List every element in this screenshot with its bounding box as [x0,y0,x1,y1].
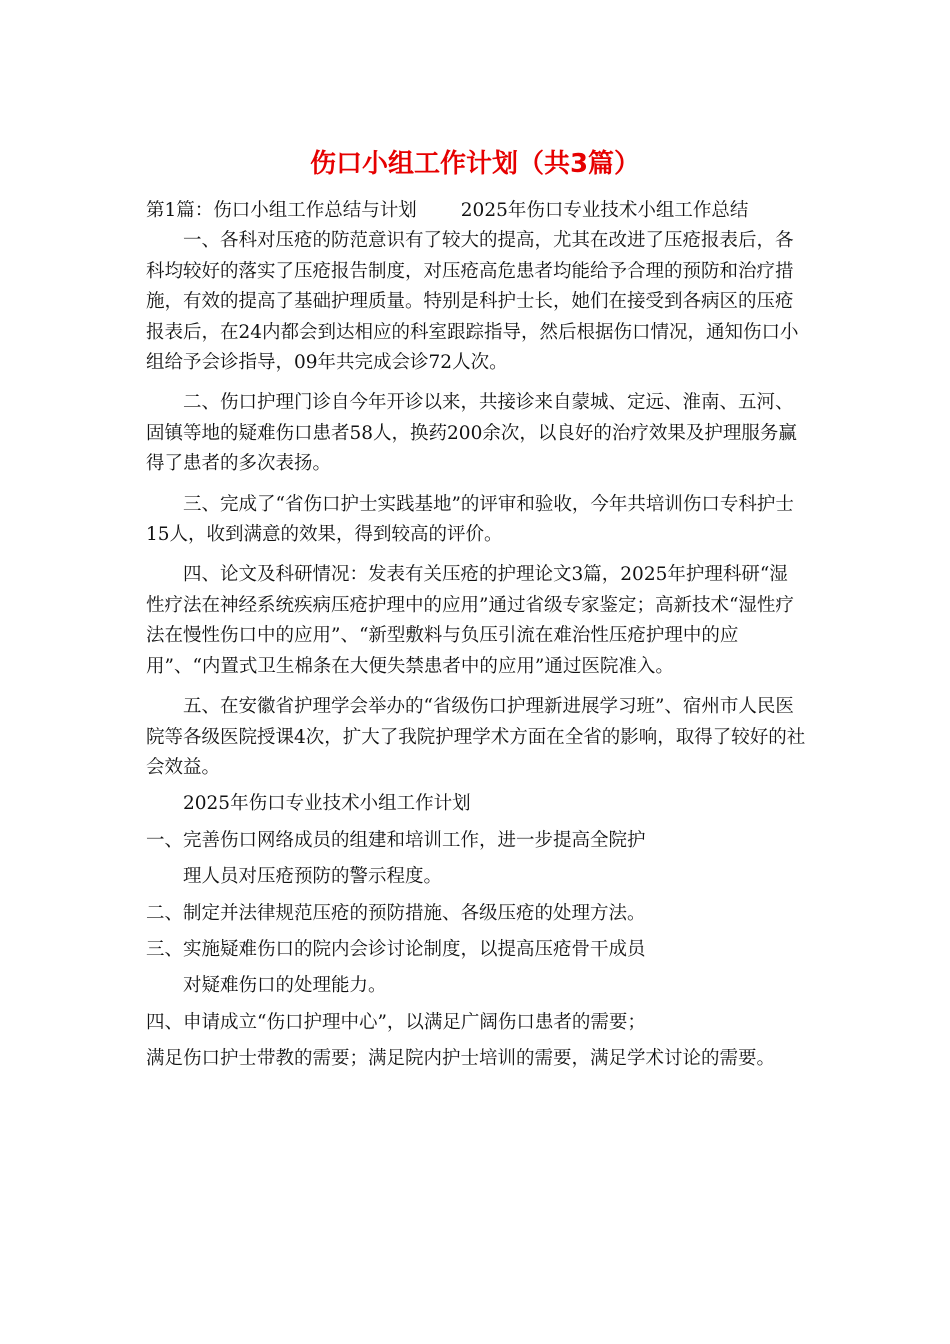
summary-paragraph-1: 一、各科对压疮的防范意识有了较大的提高，尤其在改进了压疮报表后，各科均较好的落实了压疮报告制度，对压疮高危患者均能给予合理的预防和治疗措施，有效的提高了基础护理质量。特别是科护士长，她们在接受到各病区的压疮报表后，在24内都会到达相应的科室跟踪指导，然后根据伤口情况，通知伤口小组给予会诊指导，09年共完成会诊72人次。 [146,230,799,374]
document-title: 伤口小组工作计划（共3篇） [309,149,641,179]
plan-item-4-line1: 四、申请成立“伤口护理中心”，以满足广阔伤口患者的需要； [146,1011,646,1033]
plan-item-2-line1: 二、制定并法律规范压疮的预防措施、各级压疮的处理方法。 [146,902,646,924]
plan-item-3-line1: 三、实施疑难伤口的院内会诊讨论制度，以提高压疮骨干成员 [146,938,646,960]
summary-paragraph-3: 三、完成了“省伤口护士实践基地”的评审和验收，今年共培训伤口专科护士15人，收到满意的效果，得到较高的评价。 [146,493,794,546]
part-heading: 第1篇：伤口小组工作总结与计划 [146,200,417,221]
plan-item-1-line1: 一、完善伤口网络成员的组建和培训工作，进一步提高全院护 [146,829,646,851]
plan-heading: 2025年伤口专业技术小组工作计划 [183,793,471,815]
summary-paragraph-4: 四、论文及科研情况：发表有关压疮的护理论文3篇，2025年护理科研“湿性疗法在神经系统疾病压疮护理中的应用”通过省级专家鉴定；高新技术“湿性疗法在慢性伤口中的应用”、“新型敷料与负压引流在难治性压疮护理中的应用”、“内置式卫生棉条在大便失禁患者中的应用”通过医院准入。 [146,564,794,677]
summary-paragraph-2: 二、伤口护理门诊自今年开诊以来，共接诊来自蒙城、定远、淮南、五河、固镇等地的疑难伤口患者58人，换药200余次，以良好的治疗效果及护理服务赢得了患者的多次表扬。 [146,392,797,475]
summary-paragraph-5: 五、在安徽省护理学会举办的“省级伤口护理新进展学习班”、宿州市人民医院等各级医院授课4次，扩大了我院护理学术方面在全省的影响，取得了较好的社会效益。 [146,696,806,778]
summary-heading: 2025年伤口专业技术小组工作总结 [460,200,749,221]
document-body [146,196,806,1075]
plan-item-3-line2: 对疑难伤口的处理能力。 [183,975,387,997]
plan-item-1-line2: 理人员对压疮预防的警示程度。 [183,866,443,888]
section-heading [146,196,806,226]
closing-paragraph: 满足伤口护士带教的需要；满足院内护士培训的需要，满足学术讨论的需要。 [146,1048,776,1070]
